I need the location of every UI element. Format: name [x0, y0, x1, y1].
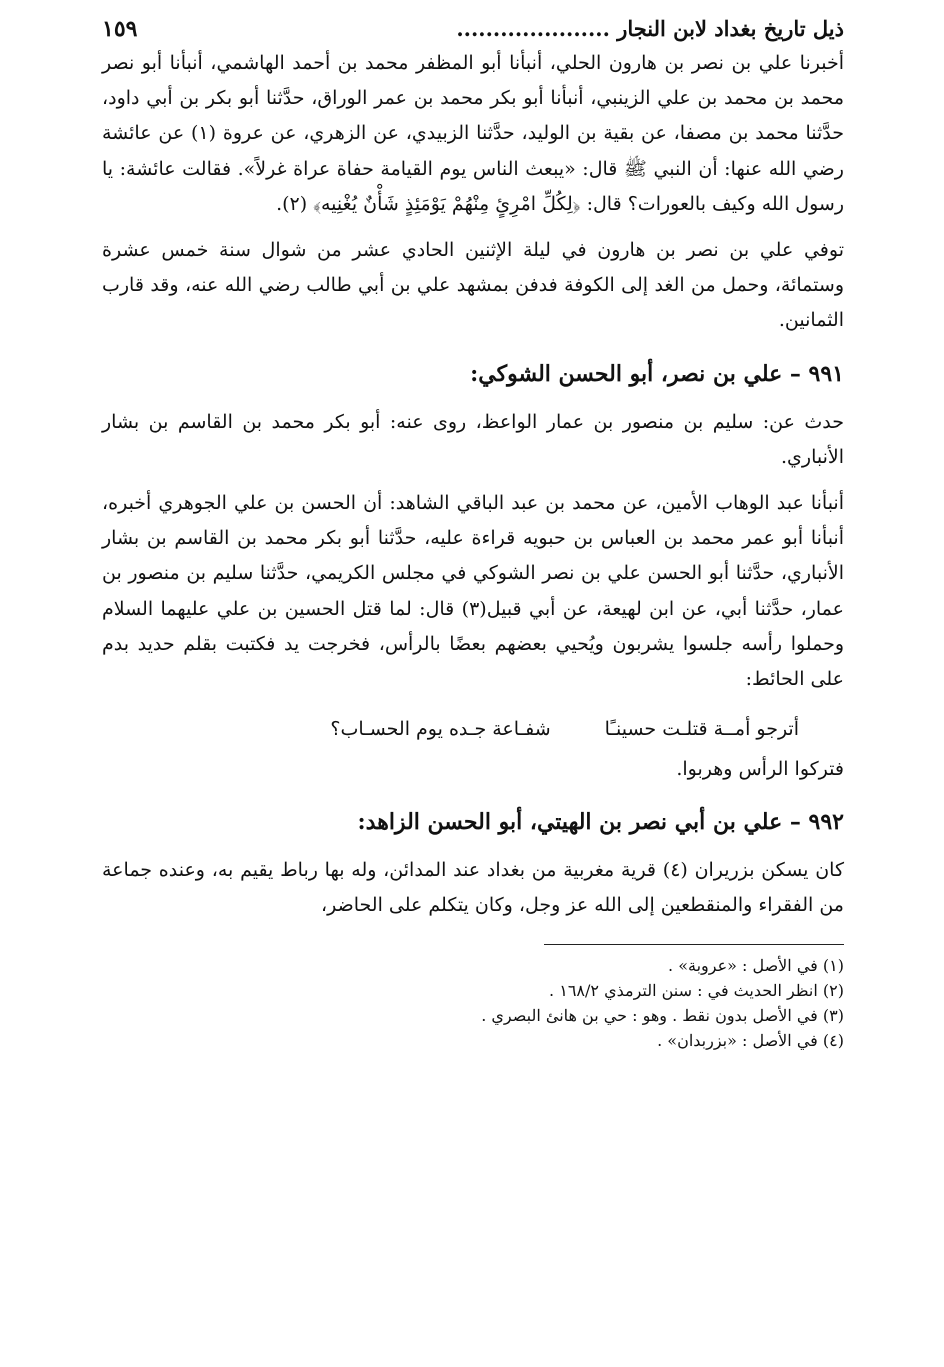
- footnote-4: (٤) في الأصل : «بزربدان» .: [657, 1030, 844, 1050]
- poem-second-hemistich: شفـاعة جـده يوم الحسـاب؟: [330, 718, 551, 741]
- running-header: [102, 12, 844, 46]
- footnote-2: (٢) انظر الحديث في : سنن الترمذي ١٦٨/٢ .: [549, 980, 844, 1000]
- entry-heading-991: ٩٩١ – علي بن نصر، أبو الحسن الشوكي:: [470, 360, 844, 387]
- footnote-3: (٣) في الأصل بدون نقط . وهو : حي بن هانئ البصري .: [481, 1005, 844, 1025]
- page-number: ١٥٩: [102, 16, 138, 42]
- running-title: ذيل تاريخ بغداد لابن النجار .....................: [456, 16, 844, 41]
- paragraph-narrators-991: حدث عن: سليم بن منصور بن عمار الواعظ، روى عنه: أبو بكر محمد بن القاسم بن بشار الأنباري.: [102, 410, 844, 468]
- paragraph-hadith-2: أنبأنا عبد الوهاب الأمين، عن محمد بن عبد الباقي الشاهد: أن الحسن بن علي الجوهري أخبره، أنبأنا أبو عمر محمد بن العباس بن حبويه قراءة عليه، حدَّثنا أبو بكر محمد بن القاسم بن بشار الأنباري، حدَّثنا أبو الحسن علي بن نصر الشوكي في مجلس الكريمي، حدَّثنا سليم بن منصور بن عمار، حدَّثنا أبي، عن ابن لهيعة، عن أبي قبيل(٣) قال: لما قتل الحسين بن علي عليهما السلام وحملوا رأسه جلسوا يشربون ويُحيي بعضهم بعضًا بالرأس، فخرجت يد فكتبت بقلم حديد بدم على الحائط:: [102, 492, 845, 691]
- poem-first-hemistich: أترجو أمــة قتلـت حسينـًا: [604, 718, 799, 741]
- paragraph-hadith-1: أخبرنا علي بن نصر بن هارون الحلي، أنبأنا أبو المظفر محمد بن أحمد الهاشمي، أنبأنا أبو نصر محمد بن محمد بن علي الزينبي، أنبأنا أبو بكر محمد بن عمر الوراق، حدَّثنا أبو بكر بن أبي داود، حدَّثنا محمد بن مصفا، عن بقية بن الوليد، حدَّثنا الزبيدي، عن الزهري، عن عروة (١) عن عائشة رضي الله عنها: أن النبي ﷺ قال: «يبعث الناس يوم القيامة حفاة عراة غرلاً». فقالت عائشة: يا رسول الله وكيف بالعورات؟ قال: ﴿لِكُلِّ امْرِئٍ مِنْهُمْ يَوْمَئِذٍ شَأْنٌ يُغْنِيه﴾ (٢).: [102, 52, 845, 215]
- entry-heading-992: ٩٩٢ – علي بن أبي نصر بن الهيتي، أبو الحسن الزاهد:: [357, 809, 844, 836]
- paragraph-entry-992: كان يسكن بزريران (٤) قرية مغربية من بغداد عند المدائن، وله بها رباط يقيم به، وعنده جماعة من الفقراء والمنقطعين إلى الله عز وجل، وكان يتكلم على الحاضر،: [102, 859, 844, 917]
- footnote-divider: [544, 944, 844, 945]
- paragraph-death-note: توفي علي بن نصر بن هارون في ليلة الإثنين الحادي عشر من شوال سنة خمس عشرة وستمائة، وحمل من الغد إلى الكوفة فدفن بمشهد علي بن أبي طالب رضي الله عنه، وقد قارب الثمانين.: [102, 239, 844, 332]
- paragraph-after-poem: فتركوا الرأس وهربوا.: [676, 758, 844, 781]
- poem-verse: [102, 709, 844, 749]
- footnote-1: (١) في الأصل : «عروبة» .: [668, 955, 844, 975]
